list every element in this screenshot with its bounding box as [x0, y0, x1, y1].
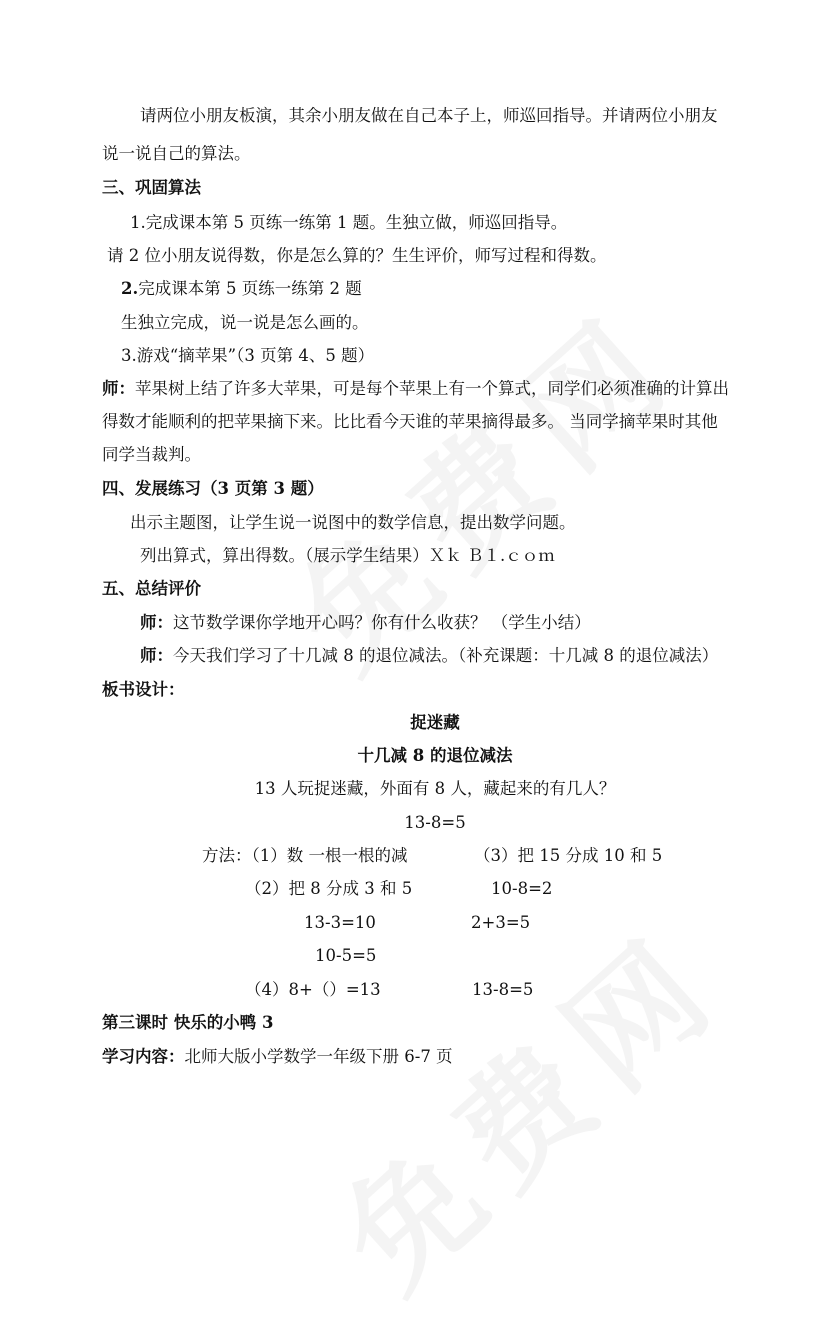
paragraph-line: 出示主题图，让学生说一说图中的数学信息，提出数学问题。 — [130, 513, 576, 532]
item-number: 2. — [121, 279, 139, 298]
paragraph-line: 1.完成课本第 5 页练一练第 1 题。生独立做，师巡回指导。 — [130, 213, 568, 232]
item-text: 完成课本第 5 页练一练第 2 题 — [138, 279, 362, 298]
board-step: 2+3=5 — [471, 913, 531, 932]
board-title: 捉迷藏 — [410, 713, 460, 732]
learning-content — [102, 1046, 453, 1068]
paragraph-line: 说一说自己的算法。 — [102, 144, 251, 163]
lesson-heading: 第三课时 快乐的小鸭 3 — [102, 1013, 274, 1032]
paragraph-line — [121, 278, 362, 300]
board-step: 13-8=5 — [472, 980, 534, 999]
content-label: 学习内容： — [102, 1047, 185, 1066]
board-method-4: （4）8+（）=13 — [245, 980, 381, 999]
board-method-1: 方法：（1）数 一根一根的减 — [202, 846, 408, 865]
board-step: 13-3=10 — [304, 913, 376, 932]
paragraph-line — [140, 612, 591, 634]
paragraph-line — [140, 645, 718, 667]
paragraph-line: 同学当裁判。 — [102, 445, 201, 464]
board-method-3: （3）把 15 分成 10 和 5 — [474, 846, 663, 865]
board-problem: 13 人玩捉迷藏，外面有 8 人，藏起来的有几人？ — [254, 779, 616, 798]
teacher-label: 师： — [102, 379, 135, 398]
board-subtitle: 十几减 8 的退位减法 — [357, 746, 513, 765]
paragraph-line — [102, 378, 729, 400]
board-design-label: 板书设计： — [102, 680, 185, 699]
paragraph-text: 这节数学课你学地开心吗？你有什么收获？ （学生小结） — [173, 613, 591, 632]
content-text: 北师大版小学数学一年级下册 6-7 页 — [184, 1047, 453, 1066]
paragraph-line: 3.游戏“摘苹果”（3 页第 4、5 题） — [121, 346, 375, 365]
board-step: 10-5=5 — [315, 946, 377, 965]
section-heading-5: 五、总结评价 — [102, 579, 201, 598]
paragraph-line: 得数才能顺利的把苹果摘下来。比比看今天谁的苹果摘得最多。 当同学摘苹果时其他 — [102, 412, 718, 431]
paragraph-text: 今天我们学习了十几减 8 的退位减法。（补充课题：十几减 8 的退位减法） — [173, 646, 719, 665]
teacher-label: 师： — [140, 613, 173, 632]
board-equation: 13-8=5 — [404, 813, 466, 832]
section-heading-4: 四、发展练习（3 页第 3 题） — [102, 479, 324, 498]
section-heading-3: 三、巩固算法 — [102, 178, 201, 197]
board-method-2: （2）把 8 分成 3 和 5 — [245, 879, 413, 898]
board-step: 10-8=2 — [491, 879, 553, 898]
paragraph-line: 生独立完成，说一说是怎么画的。 — [121, 313, 369, 332]
paragraph-line: 请两位小朋友板演，其余小朋友做在自己本子上，师巡回指导。并请两位小朋友 — [140, 106, 718, 125]
teacher-label: 师： — [140, 646, 173, 665]
paragraph-text: 苹果树上结了许多大苹果，可是每个苹果上有一个算式，同学们必须准确的计算出 — [135, 379, 729, 398]
paragraph-line: 列出算式，算出得数。（展示学生结果）Ｘｋ Ｂ１.ｃｏｍ — [140, 546, 555, 565]
paragraph-line: 请 2 位小朋友说得数，你是怎么算的？生生评价，师写过程和得数。 — [107, 246, 607, 265]
